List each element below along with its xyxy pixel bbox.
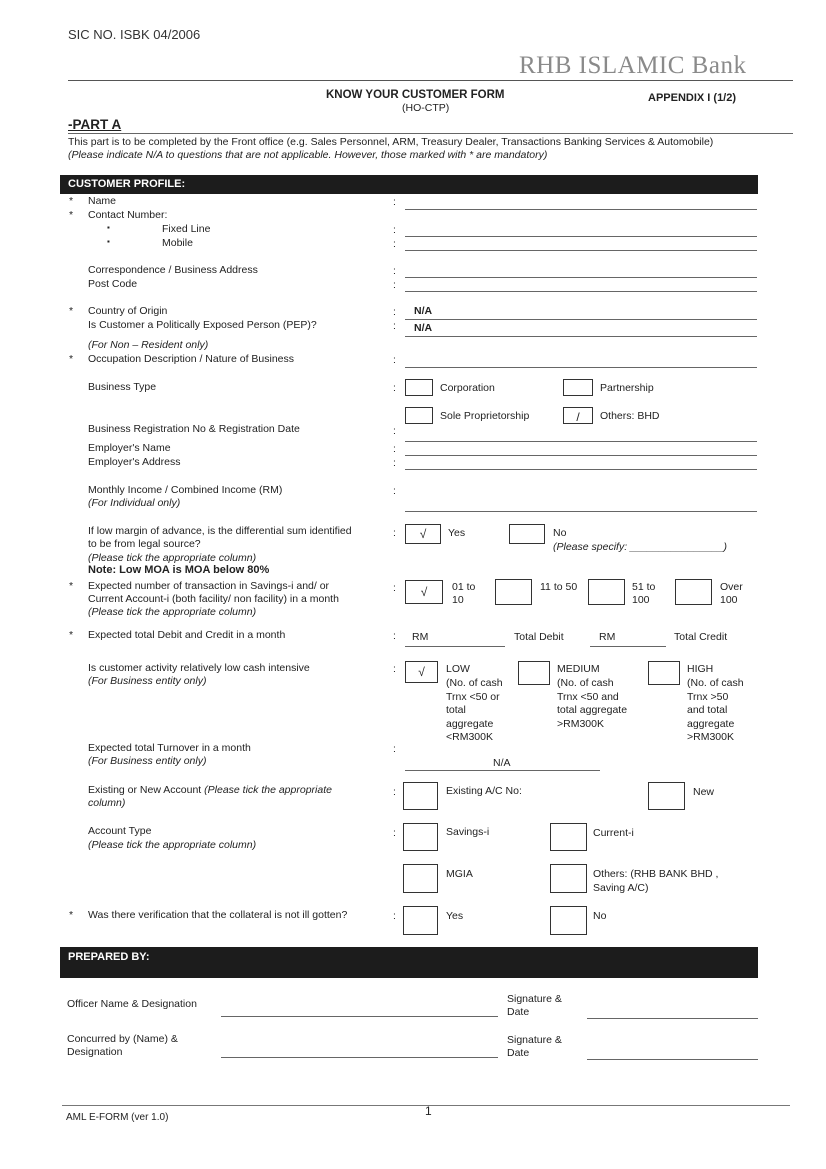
pep-field <box>405 336 757 337</box>
monthly-income-colon: : <box>393 485 396 497</box>
mobile-label: Mobile <box>162 237 193 249</box>
non-resident-note: (For Non – Resident only) <box>88 339 209 351</box>
customer-profile-heading: CUSTOMER PROFILE: <box>60 175 758 194</box>
signature-date-label: Signature & <box>507 1034 562 1046</box>
employer-address-colon: : <box>393 457 396 469</box>
cash-high-line: >RM300K <box>687 731 734 743</box>
existing-account-checkbox[interactable] <box>403 782 438 810</box>
others-label: Others: BHD <box>600 410 660 422</box>
business-type-label: Business Type <box>88 381 157 393</box>
mandatory-asterisk: * <box>69 629 74 641</box>
country-field <box>405 319 757 320</box>
cash-low-line: total <box>446 704 466 716</box>
corporation-label: Corporation <box>440 382 495 394</box>
business-entity-note: (For Business entity only) <box>88 755 207 767</box>
pep-label: Is Customer a Politically Exposed Person (PEP)? <box>88 319 317 331</box>
cash-low-title: LOW <box>446 663 470 675</box>
rm-label-debit: RM <box>412 631 429 643</box>
bullet: ▪ <box>107 223 110 232</box>
cash-medium-checkbox[interactable] <box>518 661 550 685</box>
others-rhb-label: Others: (RHB BANK BHD , <box>593 868 719 880</box>
tick-column-note: (Please tick the appropriate column) <box>88 606 257 618</box>
savings-i-label: Savings-i <box>446 826 490 838</box>
low-margin-no-label: No <box>553 527 567 539</box>
check-mark: √ <box>419 527 427 541</box>
turnover-value[interactable]: N/A <box>493 757 511 769</box>
moa-note: Note: Low MOA is MOA below 80% <box>88 564 270 576</box>
turnover-field <box>405 770 600 771</box>
cash-high-line: Trnx >50 <box>687 690 729 703</box>
country-of-origin-label: Country of Origin <box>88 305 168 317</box>
form-title: KNOW YOUR CUSTOMER FORM <box>326 89 505 101</box>
post-code-field[interactable] <box>405 291 757 292</box>
officer-label: Officer Name & Designation <box>67 998 197 1010</box>
concurred-signature-field[interactable] <box>587 1059 758 1060</box>
existing-new-label <box>88 784 332 796</box>
part-a-intro: This part is to be completed by the Front office (e.g. Sales Personnel, ARM, Treasury Dealer, Transactions Banking Services & Automobile) <box>68 136 714 148</box>
cash-medium-title: MEDIUM <box>557 663 600 675</box>
new-account-label: New <box>693 786 715 798</box>
collateral-label: Was there verification that the collateral is not ill gotten? <box>88 909 348 921</box>
expected-txn-colon: : <box>393 582 396 594</box>
cash-high-description <box>687 677 744 745</box>
tick-column-note: (Please tick the appropriate column) <box>88 839 257 851</box>
mgia-checkbox[interactable] <box>403 864 438 893</box>
collateral-colon: : <box>393 910 396 922</box>
existing-new-colon: : <box>393 786 396 798</box>
partnership-label: Partnership <box>600 382 654 394</box>
contact-number-label: Contact Number: <box>88 209 168 221</box>
mandatory-asterisk: * <box>69 209 74 221</box>
expected-txn-label-2: Current Account-i (both facility/ non facility) in a month <box>88 593 339 605</box>
header-rule <box>68 80 793 81</box>
appendix-label: APPENDIX I (1/2) <box>648 92 737 104</box>
cash-medium-line: (No. of cash <box>557 677 614 689</box>
part-a-note: (Please indicate N/A to questions that are not applicable. However, those marked with * are mandatory) <box>68 149 548 161</box>
others-check-mark: / <box>576 410 580 424</box>
signature-date-label-2: Date <box>507 1006 530 1018</box>
cash-medium-description <box>557 677 627 731</box>
mobile-colon: : <box>393 238 396 250</box>
cash-high-line: and total <box>687 704 728 716</box>
employer-address-label: Employer's Address <box>88 456 181 468</box>
form-version: AML E-FORM (ver 1.0) <box>66 1112 169 1123</box>
mandatory-asterisk: * <box>69 305 74 317</box>
cash-high-line: aggregate <box>687 717 735 730</box>
txn-over-100-label-2: 100 <box>720 594 738 606</box>
name-colon: : <box>393 196 396 208</box>
concurred-label: Concurred by (Name) & <box>67 1033 178 1045</box>
page-number: 1 <box>425 1104 432 1118</box>
cash-high-checkbox[interactable] <box>648 661 680 685</box>
debit-credit-label: Expected total Debit and Credit in a month <box>88 629 286 641</box>
txn-11-50-checkbox[interactable] <box>495 579 532 605</box>
occupation-colon: : <box>393 354 396 366</box>
low-margin-yes-label: Yes <box>448 527 466 539</box>
current-i-checkbox[interactable] <box>550 823 587 851</box>
monthly-income-field[interactable] <box>405 511 757 512</box>
officer-signature-field[interactable] <box>587 1018 758 1019</box>
registration-label: Business Registration No & Registration Date <box>88 423 300 435</box>
current-i-label: Current-i <box>593 827 634 839</box>
country-value[interactable]: N/A <box>414 305 433 317</box>
registration-colon: : <box>393 425 396 437</box>
cash-medium-line: total aggregate <box>557 704 628 716</box>
name-label: Name <box>88 195 117 207</box>
txn-01-10-checkbox[interactable] <box>405 580 443 604</box>
employer-name-label: Employer's Name <box>88 442 171 454</box>
please-specify[interactable]: (Please specify: ________________) <box>553 541 727 553</box>
occupation-label: Occupation Description / Nature of Business <box>88 353 295 365</box>
business-type-colon: : <box>393 382 396 394</box>
mandatory-asterisk: * <box>69 580 74 592</box>
address-colon: : <box>393 265 396 277</box>
collateral-yes-label: Yes <box>446 910 464 922</box>
business-entity-note: (For Business entity only) <box>88 675 207 687</box>
collateral-no-checkbox[interactable] <box>550 906 587 935</box>
check-mark: √ <box>420 585 428 599</box>
existing-ac-no-label: Existing A/C No: <box>446 785 522 797</box>
signature-date-label-2: Date <box>507 1047 530 1059</box>
expected-txn-label: Expected number of transaction in Savings-i and/ or <box>88 580 330 592</box>
cash-low-line: <RM300K <box>446 731 493 743</box>
total-debit-field[interactable] <box>405 646 505 647</box>
address-field[interactable] <box>405 277 757 278</box>
fixed-line-field[interactable] <box>405 236 757 237</box>
low-margin-label: If low margin of advance, is the differential sum identified <box>88 525 352 537</box>
occupation-field[interactable] <box>405 367 757 368</box>
pep-colon: : <box>393 320 396 332</box>
concurred-label-2: Designation <box>67 1046 123 1058</box>
mgia-label: MGIA <box>446 868 473 880</box>
mobile-field[interactable] <box>405 250 757 251</box>
txn-01-10-label: 01 to <box>452 581 476 593</box>
registration-field[interactable] <box>405 441 757 442</box>
post-code-colon: : <box>393 279 396 291</box>
others-rhb-label-2: Saving A/C) <box>593 882 649 894</box>
post-code-label: Post Code <box>88 278 138 290</box>
cash-intensive-colon: : <box>393 663 396 675</box>
total-credit-field[interactable] <box>590 646 666 647</box>
existing-new-label-text: Existing or New Account <box>88 784 202 796</box>
savings-i-checkbox[interactable] <box>403 823 438 851</box>
bullet: ▪ <box>107 237 110 246</box>
fixed-line-colon: : <box>393 224 396 236</box>
txn-11-50-label: 11 to 50 <box>540 581 578 593</box>
account-type-colon: : <box>393 827 396 839</box>
partnership-checkbox[interactable] <box>563 379 593 396</box>
txn-over-100-label: Over <box>720 581 743 593</box>
turnover-colon: : <box>393 743 396 755</box>
collateral-no-label: No <box>593 910 607 922</box>
low-margin-yes-checkbox[interactable] <box>405 524 441 544</box>
fixed-line-label: Fixed Line <box>162 223 211 235</box>
low-margin-no-checkbox[interactable] <box>509 524 545 544</box>
mandatory-asterisk: * <box>69 353 74 365</box>
name-field[interactable] <box>405 209 757 210</box>
country-colon: : <box>393 306 396 318</box>
txn-51-100-checkbox[interactable] <box>588 579 625 605</box>
low-margin-colon: : <box>393 527 396 539</box>
cash-low-line: (No. of cash <box>446 677 503 689</box>
prepared-by-heading: PREPARED BY: <box>60 947 758 978</box>
mandatory-asterisk: * <box>69 195 74 207</box>
cash-medium-line: Trnx <50 and <box>557 690 619 703</box>
existing-new-note: (Please tick the appropriate <box>204 784 332 796</box>
pep-value[interactable]: N/A <box>414 322 433 334</box>
officer-field[interactable] <box>221 1016 498 1017</box>
form-subtitle: (HO-CTP) <box>402 102 450 114</box>
debit-credit-colon: : <box>393 630 396 642</box>
txn-51-100-label-2: 100 <box>632 594 650 606</box>
turnover-label: Expected total Turnover in a month <box>88 742 251 754</box>
txn-01-10-label-2: 10 <box>452 594 464 606</box>
signature-date-label: Signature & <box>507 993 562 1005</box>
cash-low-checkbox[interactable] <box>405 661 438 683</box>
cash-intensive-label: Is customer activity relatively low cash intensive <box>88 662 310 674</box>
mandatory-asterisk: * <box>69 909 74 921</box>
cash-high-line: (No. of cash <box>687 677 744 689</box>
existing-new-note-2: column) <box>88 797 126 809</box>
txn-over-100-checkbox[interactable] <box>675 579 712 605</box>
employer-name-field[interactable] <box>405 455 757 456</box>
sic-number: SIC NO. ISBK 04/2006 <box>68 27 201 42</box>
new-account-checkbox[interactable] <box>648 782 685 810</box>
tick-column-note: (Please tick the appropriate column) <box>88 552 257 564</box>
sole-proprietorship-checkbox[interactable] <box>405 407 433 424</box>
others-checkbox[interactable] <box>563 407 593 424</box>
account-type-label: Account Type <box>88 825 152 837</box>
others-rhb-checkbox[interactable] <box>550 864 587 893</box>
bank-logo-text: RHB ISLAMIC Bank <box>519 52 747 79</box>
corporation-checkbox[interactable] <box>405 379 433 396</box>
cash-low-description <box>446 677 503 745</box>
employer-address-field[interactable] <box>405 469 757 470</box>
total-debit-label: Total Debit <box>514 631 564 643</box>
cash-high-title: HIGH <box>687 663 714 675</box>
employer-name-colon: : <box>393 443 396 455</box>
rm-label-credit: RM <box>599 631 616 643</box>
individual-only-note: (For Individual only) <box>88 497 181 509</box>
part-a-rule <box>68 133 793 134</box>
part-a-title: -PART A <box>68 117 122 132</box>
cash-low-line: Trnx <50 or <box>446 690 500 703</box>
check-mark: √ <box>418 665 425 679</box>
collateral-yes-checkbox[interactable] <box>403 906 438 935</box>
cash-low-line: aggregate <box>446 717 494 730</box>
monthly-income-label: Monthly Income / Combined Income (RM) <box>88 484 283 496</box>
sole-proprietorship-label: Sole Proprietorship <box>440 410 530 422</box>
txn-51-100-label: 51 to <box>632 581 656 593</box>
concurred-field[interactable] <box>221 1057 498 1058</box>
address-label: Correspondence / Business Address <box>88 264 258 276</box>
total-credit-label: Total Credit <box>674 631 728 643</box>
cash-medium-line: >RM300K <box>557 717 604 730</box>
low-margin-label-2: to be from legal source? <box>88 538 201 550</box>
